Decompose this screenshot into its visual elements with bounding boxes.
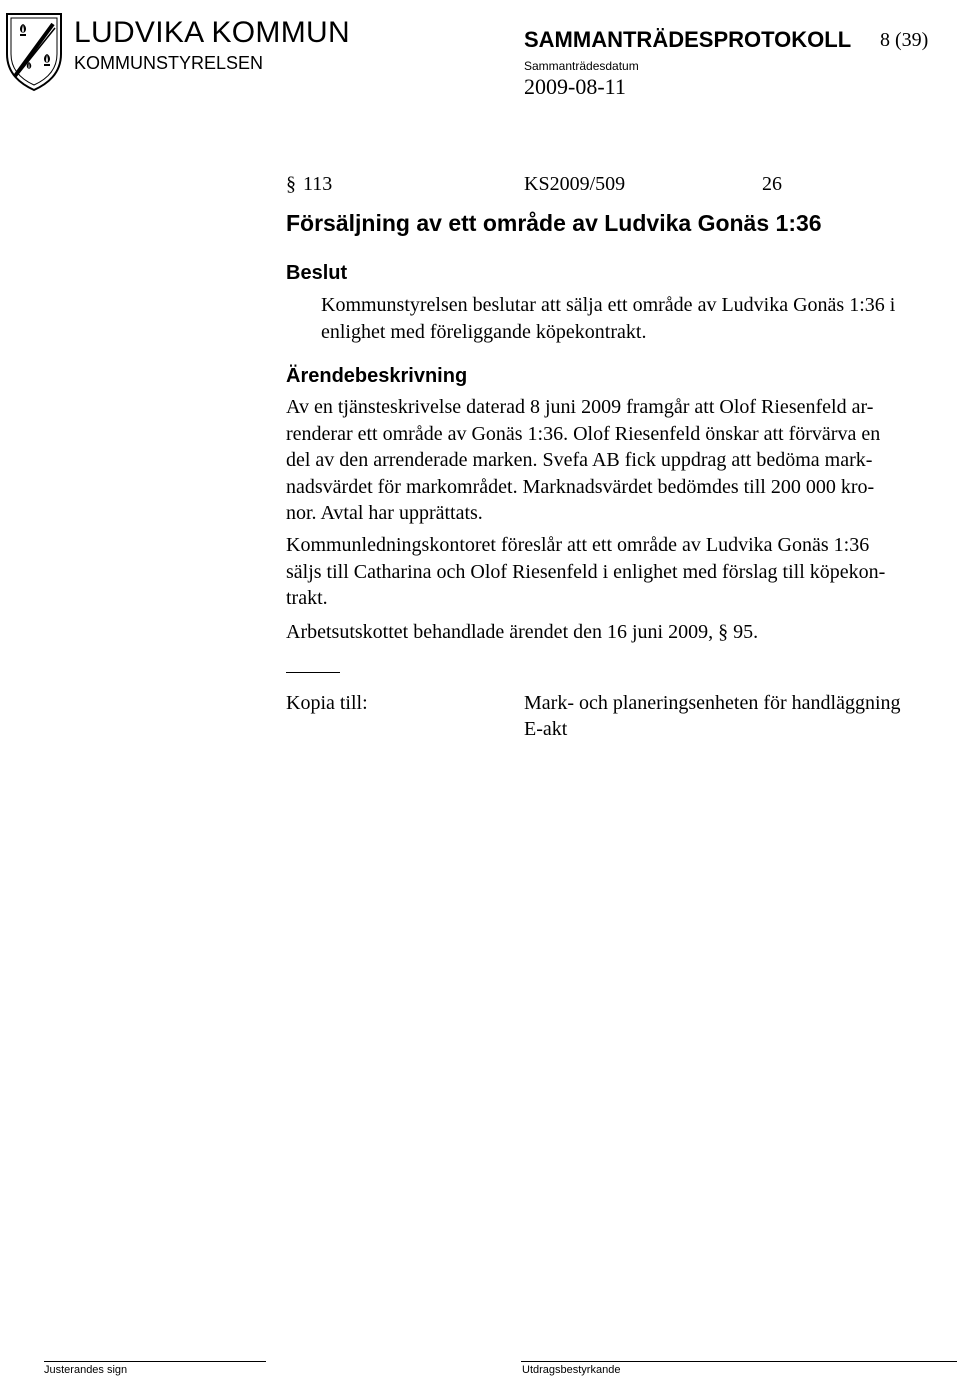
item-reference: 26 [762,173,782,195]
meeting-date: 2009-08-11 [524,74,626,99]
case-number: KS2009/509 [524,173,626,195]
text-line: säljs till Catharina och Olof Riesenfeld i enlighet med förslag till köpekon- [286,560,886,583]
item-title: Försäljning av ett område av Ludvika Gonäs 1:36 [286,210,822,236]
committee-text: Arbetsutskottet behandlade ärendet den 16 juni 2009, § 95. [286,621,759,643]
text-line: Av en tjänsteskrivelse daterad 8 juni 2009 framgår att Olof Riesenfeld ar- [286,396,874,418]
organization-department: KOMMUNSTYRELSEN [74,53,264,73]
description-heading: Ärendebeskrivning [286,365,468,387]
text-line: Kommunledningskontoret föreslår att ett område av Ludvika Gonäs 1:36 [286,534,870,556]
text-line: trakt. [286,587,328,610]
organization-name: LUDVIKA KOMMUN [74,16,350,49]
text-line: nadsvärdet för markområdet. Marknadsvärdet bedömdes till 200 000 kro- [286,475,875,498]
extract-certification-label: Utdragsbestyrkande [522,1364,621,1376]
text-line: enlighet med föreliggande köpekontrakt. [321,320,647,343]
meeting-date-label: Sammanträdesdatum [524,59,639,73]
signature-line [44,1361,266,1362]
document-title: SAMMANTRÄDESPROTOKOLL [524,27,852,52]
coat-of-arms-icon [3,10,65,92]
signature-label: Justerandes sign [44,1364,128,1376]
text-line: nor. Avtal har upprättats. [286,502,483,525]
text-line: del av den arrenderade marken. Svefa AB fick uppdrag att bedöma mark- [286,449,873,472]
divider [286,672,340,673]
recipient: E-akt [524,718,568,740]
item-number: 113 [303,173,333,195]
proposal-text [286,532,885,612]
copy-recipients [524,690,901,742]
text-line: Kommunstyrelsen beslutar att sälja ett område av Ludvika Gonäs 1:36 i [321,294,896,316]
text-line: renderar ett område av Gonäs 1:36. Olof Riesenfeld önskar att förvärva en [286,422,881,445]
extract-line [521,1361,957,1362]
recipient: Mark- och planeringsenheten för handläggning [524,692,901,714]
section-sign: § [286,173,296,195]
page-number: 8 (39) [880,29,929,51]
decision-heading: Beslut [286,262,348,284]
decision-text [321,292,895,345]
description-text [286,394,880,527]
copy-to-label: Kopia till: [286,692,368,714]
